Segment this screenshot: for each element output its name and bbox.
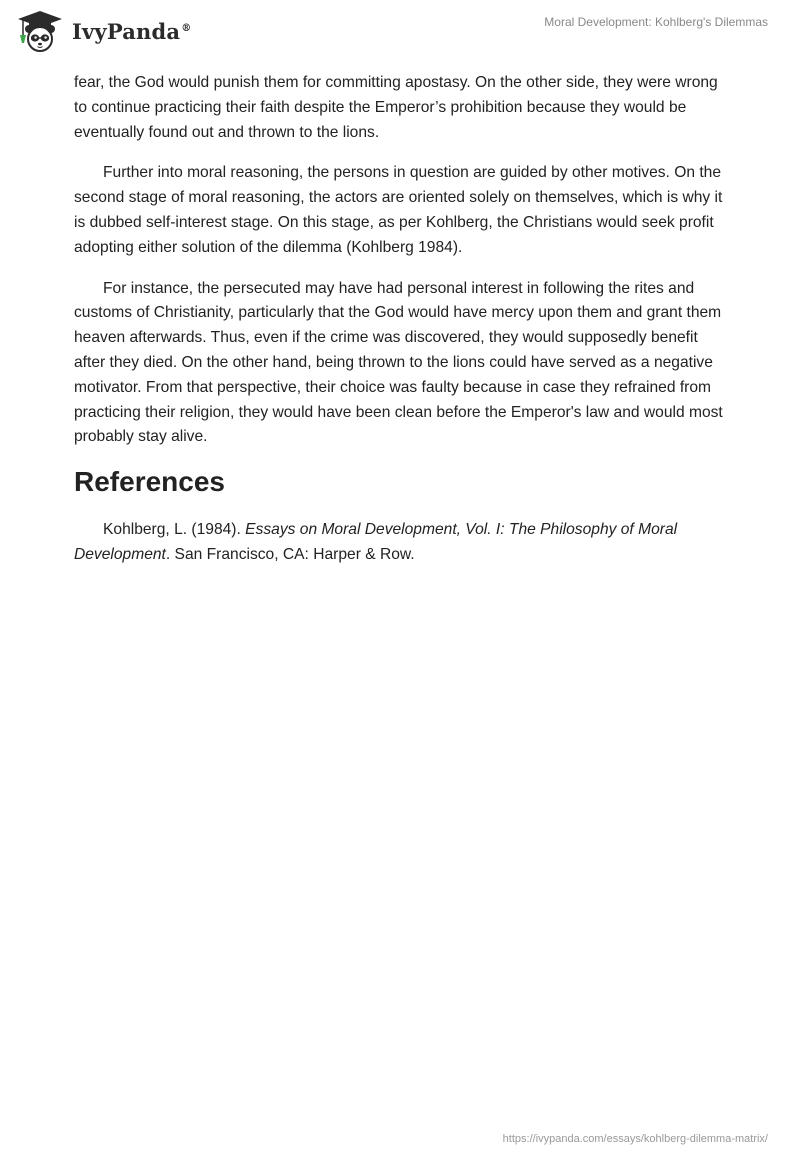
brand-logo[interactable] [16, 9, 191, 53]
references-heading: References [74, 466, 225, 498]
brand-name [72, 19, 191, 44]
paragraph-continued: fear, the God would punish them for committing apostasy. On the other side, they were wrong to continue practicing their faith despite the Emperor’s prohibition because they would be eventually found out and thrown to the lions. [74, 74, 718, 141]
reference-publisher: . San Francisco, CA: Harper & Row. [165, 545, 415, 563]
page-header [0, 0, 800, 66]
registered-mark: ® [181, 22, 192, 34]
reference-author-year: Kohlberg, L. (1984). [103, 521, 246, 539]
source-url[interactable]: https://ivypanda.com/essays/kohlberg-dilemma-matrix/ [502, 1133, 768, 1145]
reference-title: Essays on Moral Development, Vol. I: The Philosophy of Moral Development [74, 521, 678, 563]
paragraph: Further into moral reasoning, the persons in question are guided by other motives. On the second stage of moral reasoning, the actors are oriented solely on themselves, which is why it is dubbed self-interest stage. On this stage, as per Kohlberg, the Christians would seek profit adopting either solution of the dilemma (Kohlberg 1984). [74, 164, 723, 256]
panda-graduate-icon [16, 9, 64, 53]
running-title: Moral Development: Kohlberg's Dilemmas [544, 15, 768, 29]
document-body [74, 71, 728, 568]
reference-entry [74, 518, 728, 568]
brand-name-text: IvyPanda [72, 18, 181, 44]
paragraph: For instance, the persecuted may have had personal interest in following the rites and customs of Christianity, particularly that the God would have mercy upon them and grant them heaven afterwards. Thus, even if the crime was discovered, they would supposedly benefit after they died. On the other hand, being thrown to the lions could have served as a negative motivator. From that perspective, their choice was faulty because in case they refrained from practicing their religion, they would have been clean before the Emperor's law and would most probably stay alive. [74, 279, 723, 446]
